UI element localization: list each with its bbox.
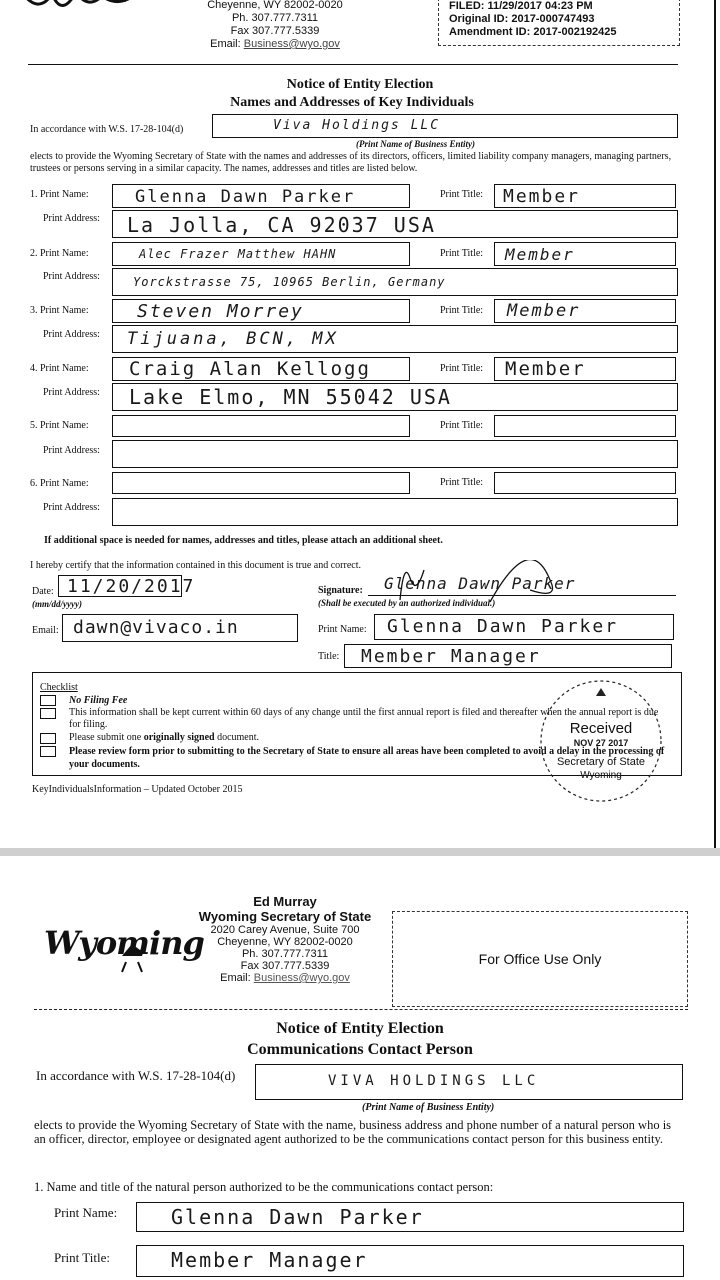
row6-name-field[interactable] [112, 472, 410, 494]
office-phone: Ph. 307.777.7311 [241, 948, 329, 960]
contact-name-label: Print Name: [54, 1205, 118, 1220]
row1-address-value: La Jolla, CA 92037 USA [127, 213, 436, 237]
signature-label: Signature: [318, 585, 363, 596]
signer-title-label: Title: [318, 651, 340, 662]
signature-caption: (Shall be executed by an authorized individual.) [318, 598, 496, 608]
row6-address-label: Print Address: [43, 502, 100, 513]
contact-title-value: Member Manager [171, 1248, 368, 1272]
header-email: Email: Business@wyo.gov [210, 38, 340, 50]
row4-address-field[interactable] [112, 383, 678, 411]
checklist-heading: Checklist [40, 682, 78, 693]
page2-title: Notice of Entity Election [276, 1020, 444, 1037]
row5-title-field[interactable] [494, 415, 676, 437]
business-name-value: Viva Holdings LLC [273, 118, 441, 133]
page2-accordance-label: In accordance with W.S. 17-28-104(d) [36, 1068, 236, 1083]
contact-name-field[interactable] [136, 1202, 684, 1232]
row4-title-value: Member [505, 358, 586, 380]
business-name-field[interactable] [212, 114, 678, 138]
business-caption: (Print Name of Business Entity) [356, 139, 476, 149]
page1-title: Notice of Entity Election [286, 77, 434, 92]
row1-address-label: Print Address: [43, 213, 100, 224]
page2-business-caption: (Print Name of Business Entity) [362, 1102, 495, 1113]
no-fee-checkbox[interactable] [40, 695, 56, 706]
row3-name-value: Steven Morrey [137, 301, 304, 322]
row6-address-field[interactable] [112, 498, 678, 526]
header-fax: Fax 307.777.5339 [230, 25, 320, 37]
current-info-checkbox[interactable] [40, 708, 56, 719]
date-value: 11/20/2017 [67, 576, 196, 597]
row1-name-label: 1. Print Name: [30, 189, 89, 200]
date-label: Date: [32, 586, 54, 597]
row5-name-label: 5. Print Name: [30, 420, 89, 431]
row3-title-field[interactable] [494, 299, 676, 323]
wyoming-logo-icon [18, 0, 168, 20]
row1-title-field[interactable] [494, 184, 676, 208]
stamp-office: Secretary of State [556, 756, 646, 768]
office-city: Cheyenne, WY 82002-0020 [217, 936, 353, 948]
signer-name-field[interactable] [374, 614, 674, 640]
email-label: Email: [32, 625, 59, 636]
certify-text: I hereby certify that the information contained in this document is true and correct. [30, 560, 361, 571]
row3-address-value: Tijuana, BCN, MX [127, 329, 339, 349]
row1-title-value: Member [503, 186, 581, 207]
row2-address-label: Print Address: [43, 271, 100, 282]
row6-title-field[interactable] [494, 472, 676, 494]
row3-title-value: Member [507, 301, 581, 321]
wyoming-logo [42, 918, 204, 978]
row3-name-label: 3. Print Name: [30, 305, 89, 316]
signature-text: Glenna Dawn Parker [384, 574, 576, 593]
accordance-label: In accordance with W.S. 17-28-104(d) [30, 124, 184, 135]
header-email-link[interactable]: Business@wyo.gov [243, 38, 340, 50]
row2-title-label: Print Title: [440, 248, 484, 259]
office-use-label: For Office Use Only [478, 951, 602, 967]
wyoming-logo-partial [18, 0, 168, 20]
header-phone: Ph. 307.777.7311 [231, 12, 319, 24]
row2-name-label: 2. Print Name: [30, 248, 89, 259]
stamp-amendment-id: Amendment ID: 2017-002192425 [449, 26, 617, 38]
row2-name-field[interactable] [112, 242, 410, 266]
contact-title-label: Print Title: [54, 1250, 110, 1265]
row1-name-value: Glenna Dawn Parker [135, 187, 356, 207]
no-fee-label: No Filing Fee [69, 695, 128, 706]
contact-question: 1. Name and title of the natural person authorized to be the communications contact person: [34, 1180, 494, 1194]
page1-subtitle: Names and Addresses of Key Individuals [230, 95, 474, 110]
office-name: Wyoming Secretary of State [198, 909, 372, 924]
row2-title-value: Member [505, 245, 575, 264]
date-field[interactable] [58, 575, 196, 597]
row4-name-field[interactable] [112, 357, 410, 381]
email-field[interactable] [62, 614, 298, 642]
filing-stamp [438, 0, 680, 46]
office-street: 2020 Carey Avenue, Suite 700 [210, 924, 360, 936]
row6-name-label: 6. Print Name: [30, 478, 89, 489]
row5-name-field[interactable] [112, 415, 410, 437]
contact-title-field[interactable] [136, 1245, 684, 1277]
page2-header-rule [34, 1009, 688, 1010]
wyoming-logo-text: Wyoming [44, 924, 204, 962]
office-email: Email: Business@wyo.gov [220, 972, 350, 984]
row3-name-field[interactable] [112, 299, 410, 323]
signature-value[interactable] [380, 560, 670, 604]
row3-address-field[interactable] [112, 325, 678, 353]
row4-address-value: Lake Elmo, MN 55042 USA [129, 385, 452, 409]
review-form-checkbox[interactable] [40, 746, 56, 757]
page2-business-name-field[interactable] [255, 1064, 683, 1100]
row1-address-field[interactable] [112, 210, 678, 238]
row4-name-label: 4. Print Name: [30, 363, 89, 374]
row4-title-label: Print Title: [440, 363, 484, 374]
received-stamp [526, 676, 676, 806]
signer-name-label: Print Name: [318, 624, 367, 635]
page2-subtitle: Communications Contact Person [247, 1041, 473, 1058]
elects-text: elects to provide the Wyoming Secretary of State with the names and addresses of its directors, officers, limited liability company managers, managing partners, trustees or persons serving in a similar capacity. The names, addresses and titles are listed below. [30, 151, 672, 174]
row2-title-field[interactable] [494, 242, 676, 266]
row2-address-field[interactable] [112, 268, 678, 296]
current-info-text: This information shall be kept current within 60 days of any change until the first annual report is filed and thereafter when the annual report is due for filing. [69, 707, 659, 730]
contact-name-value: Glenna Dawn Parker [171, 1205, 424, 1229]
office-email-link[interactable]: Business@wyo.gov [253, 972, 350, 984]
page2-elects-text: elects to provide the Wyoming Secretary of State with the name, business address and phone number of a natural person who is an officer, director, employee or designated agent authorized to be the communications contact person for this business entity. [34, 1118, 672, 1146]
row5-address-field[interactable] [112, 440, 678, 468]
signer-title-field[interactable] [344, 644, 672, 668]
row3-address-label: Print Address: [43, 329, 100, 340]
row1-title-label: Print Title: [440, 189, 484, 200]
email-value: dawn@vivaco.in [73, 617, 239, 638]
row3-title-label: Print Title: [440, 305, 484, 316]
page1-footer: KeyIndividualsInformation – Updated October 2015 [32, 784, 243, 795]
stamp-original-id: Original ID: 2017-000747493 [449, 13, 595, 25]
row4-name-value: Craig Alan Kellogg [129, 358, 371, 380]
signer-title-value: Member Manager [361, 646, 541, 667]
page2-business-name-value: VIVA HOLDINGS LLC [328, 1073, 540, 1089]
stamp-date: NOV 27 2017 [573, 738, 629, 748]
header-rule [28, 64, 678, 65]
stamp-filed: FILED: 11/29/2017 04:23 PM [449, 0, 593, 12]
row5-address-label: Print Address: [43, 445, 100, 456]
row6-title-label: Print Title: [440, 477, 484, 488]
row2-name-value: Alec Frazer Matthew HAHN [139, 247, 337, 261]
date-format: (mm/dd/yyyy) [32, 599, 82, 609]
row4-address-label: Print Address: [43, 387, 100, 398]
review-form-text: Please review form prior to submitting to the Secretary of State to ensure all areas have been completed to avoid a delay in the processing of your documents. [69, 746, 665, 770]
original-signed-checkbox[interactable] [40, 733, 56, 744]
additional-space-note: If additional space is needed for names, addresses and titles, please attach an additional sheet. [44, 535, 443, 546]
official-name: Ed Murray [253, 894, 317, 909]
row1-name-field[interactable] [112, 184, 410, 208]
office-fax: Fax 307.777.5339 [240, 960, 330, 972]
original-signed-text: Please submit one originally signed document. [69, 732, 260, 743]
row5-title-label: Print Title: [440, 420, 484, 431]
signature-scribble-icon [380, 560, 670, 604]
office-use-box [392, 911, 688, 1007]
row4-title-field[interactable] [494, 357, 676, 381]
stamp-state: Wyoming [580, 770, 622, 781]
signer-name-value: Glenna Dawn Parker [387, 616, 619, 637]
page-edge-line [714, 0, 716, 848]
header-address: Cheyenne, WY 82002-0020 [207, 0, 343, 11]
stamp-received: Received [569, 720, 633, 737]
row2-address-value: Yorckstrasse 75, 10965 Berlin, Germany [133, 275, 446, 289]
page-divider [0, 848, 720, 856]
